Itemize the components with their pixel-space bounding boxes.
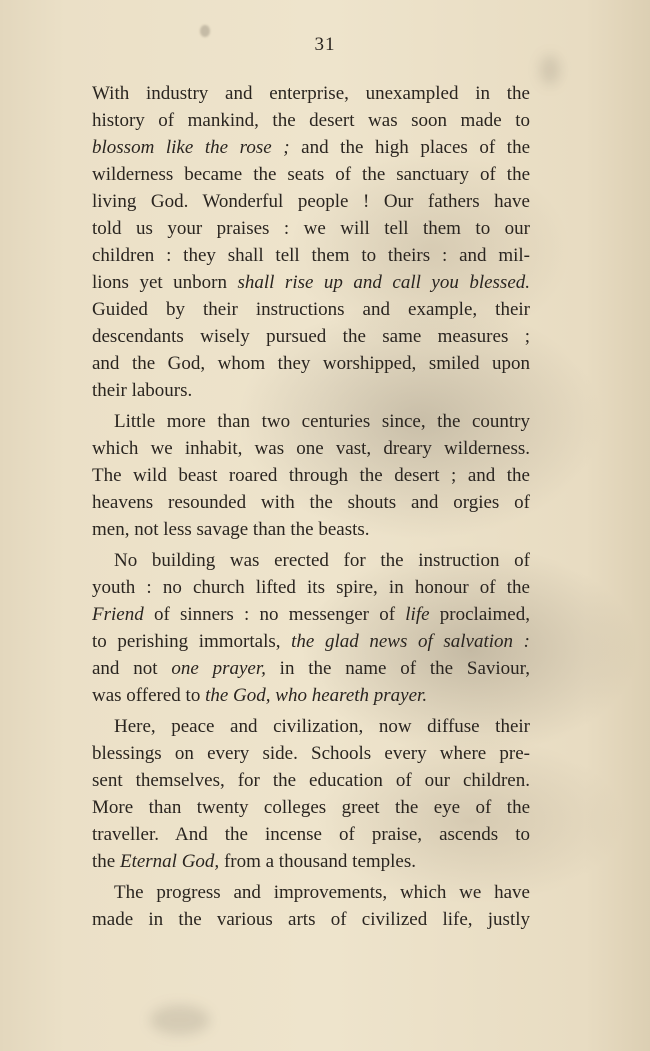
text-run: their labours. [92, 380, 193, 401]
italic-text: Friend [92, 604, 144, 625]
text-line [92, 107, 530, 134]
page-number: 31 [314, 34, 336, 55]
text-run: to perishing immortals, [92, 631, 292, 652]
text-line [92, 713, 530, 740]
text-line [92, 323, 530, 350]
text-line [92, 547, 530, 574]
italic-text: blossom like the rose ; [92, 137, 290, 158]
text-line [92, 377, 530, 404]
text-line [92, 628, 530, 655]
text-run: living God. Wonderful people ! Our fathers have [92, 191, 530, 212]
body-text [92, 80, 530, 933]
paragraph [92, 879, 530, 933]
text-line [92, 767, 530, 794]
text-run: men, not less savage than the beasts. [92, 519, 370, 540]
text-run: history of mankind, the desert was soon made to [92, 110, 530, 131]
text-run: The wild beast roared through the desert ; and the [92, 465, 530, 486]
text-line [92, 435, 530, 462]
italic-text: Eternal God, [119, 851, 220, 872]
text-line [92, 188, 530, 215]
text-run: More than twenty colleges greet the eye of the [92, 797, 530, 818]
text-run: Here, peace and civilization, now diffuse their [114, 716, 530, 737]
text-run: The progress and improvements, which we have [114, 882, 530, 903]
text-line [92, 740, 530, 767]
text-line [92, 80, 530, 107]
text-run: the [92, 851, 120, 872]
text-run: No building was erected for the instruction of [114, 550, 530, 571]
text-line [92, 296, 530, 323]
text-line [92, 906, 530, 933]
italic-text: one prayer, [171, 658, 266, 679]
text-line [92, 161, 530, 188]
text-line [92, 350, 530, 377]
text-run: told us your praises : we will tell them to our [92, 218, 530, 239]
text-run: from a thousand temples. [219, 851, 417, 872]
text-run: descendants wisely pursued the same measures ; [92, 326, 530, 347]
text-run: was offered to [92, 685, 206, 706]
text-run: of sinners : no messenger of [143, 604, 406, 625]
text-run: sent themselves, for the education of our children. [92, 770, 530, 791]
text-run: children : they shall tell them to theirs : and mil- [92, 245, 530, 266]
text-line [92, 242, 530, 269]
paragraph [92, 408, 530, 543]
text-line [92, 848, 530, 875]
text-line [92, 134, 530, 161]
text-run: Little more than two centuries since, the country [114, 411, 530, 432]
italic-text: the God, who heareth prayer. [205, 685, 428, 706]
text-run: and not [92, 658, 172, 679]
text-line [92, 489, 530, 516]
text-run: and the high places of the [289, 137, 530, 158]
text-line [92, 601, 530, 628]
text-run: in the name of the Saviour, [265, 658, 530, 679]
text-run: youth : no church lifted its spire, in honour of the [92, 577, 530, 598]
text-run: With industry and enterprise, unexampled in the [92, 83, 530, 104]
paragraph [92, 547, 530, 709]
text-run: which we inhabit, was one vast, dreary wilderness. [92, 438, 530, 459]
text-line [92, 655, 530, 682]
text-line [92, 821, 530, 848]
text-run: Guided by their instructions and example, their [92, 299, 530, 320]
text-run: and the God, whom they worshipped, smiled upon [92, 353, 530, 374]
text-line [92, 682, 530, 709]
paragraph [92, 80, 530, 404]
text-line [92, 879, 530, 906]
text-run: wilderness became the seats of the sanctuary of the [92, 164, 530, 185]
text-line [92, 215, 530, 242]
text-line [92, 794, 530, 821]
paper-stain [540, 55, 560, 85]
text-run: blessings on every side. Schools every where pre- [92, 743, 530, 764]
text-line [92, 462, 530, 489]
text-run: traveller. And the incense of praise, ascends to [92, 824, 530, 845]
paragraph [92, 713, 530, 875]
text-run: proclaimed, [429, 604, 530, 625]
paper-stain [150, 1005, 210, 1035]
text-run: made in the various arts of civilized life, justly [92, 909, 530, 930]
text-line [92, 408, 530, 435]
text-line [92, 574, 530, 601]
text-run: heavens resounded with the shouts and orgies of [92, 492, 530, 513]
text-line [92, 516, 530, 543]
italic-text: life [405, 604, 430, 625]
text-line [92, 269, 530, 296]
text-run: lions yet unborn [92, 272, 238, 293]
italic-text: shall rise up and call you blessed. [237, 272, 531, 293]
italic-text: the glad news of salvation : [291, 631, 530, 652]
